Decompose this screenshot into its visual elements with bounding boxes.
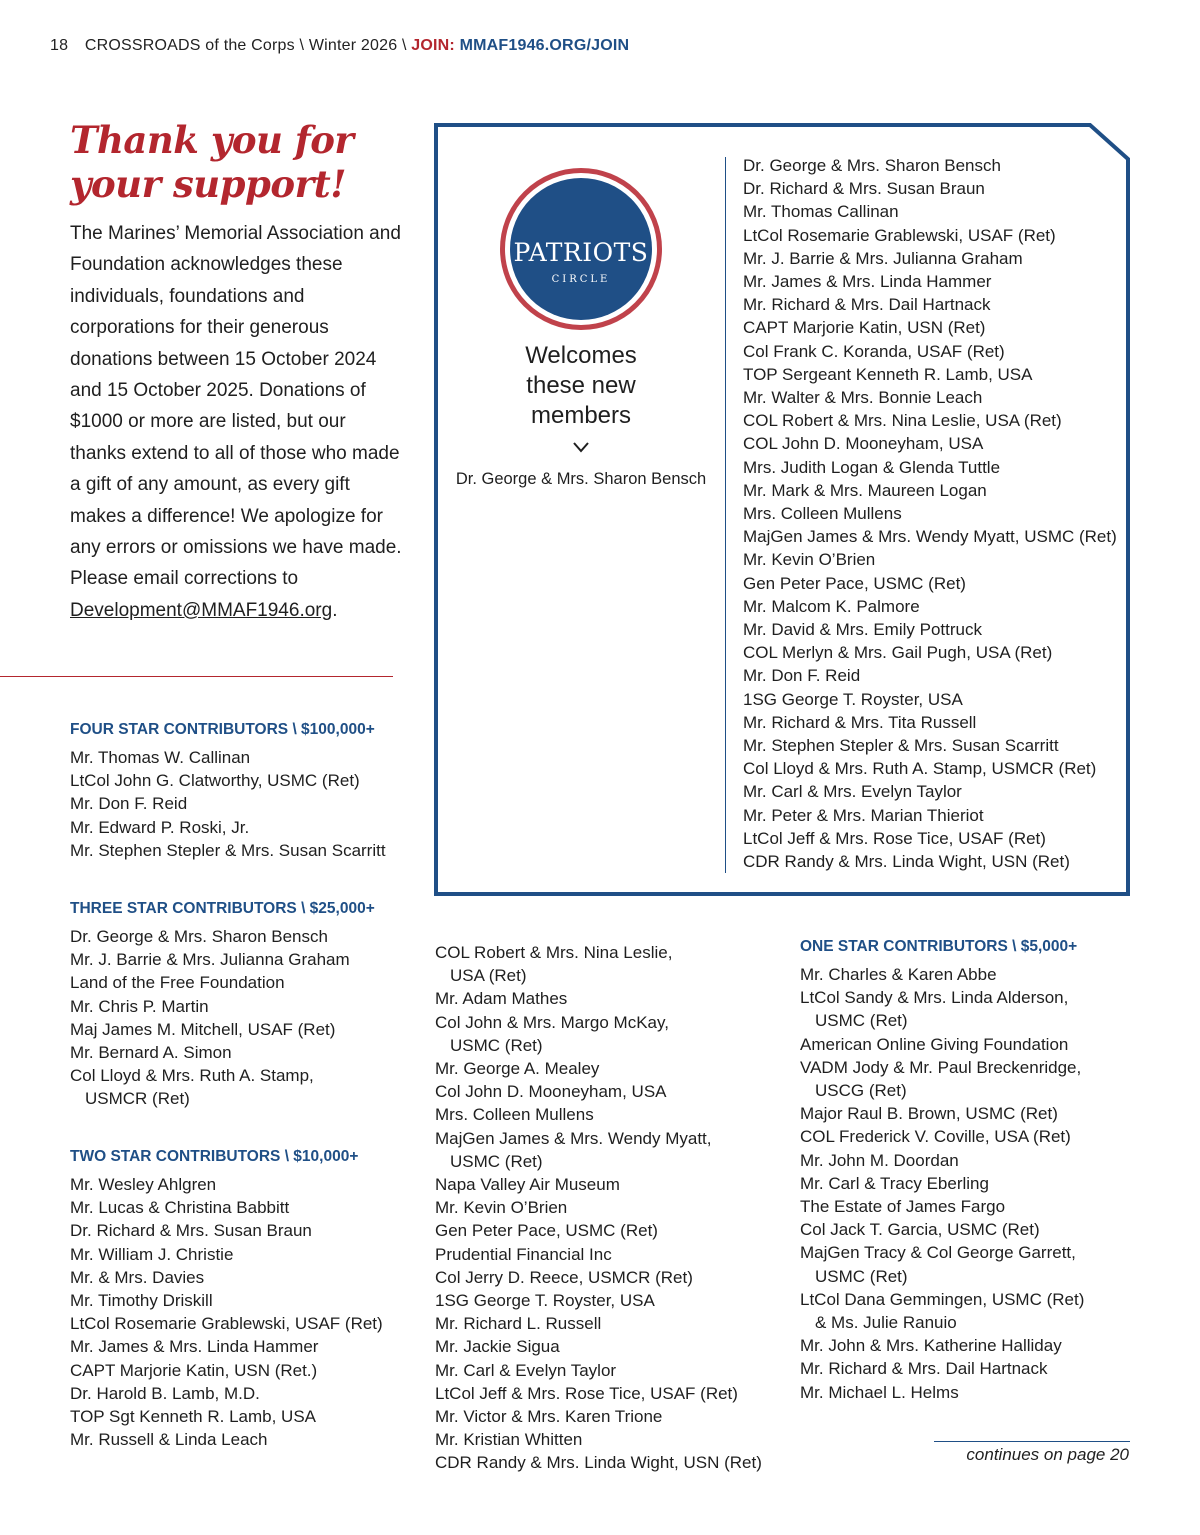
- logo-inner-disc: [510, 178, 652, 320]
- list-item: Mr. Michael L. Helms: [800, 1382, 959, 1402]
- list-item: Mr. Timothy Driskill: [70, 1291, 213, 1311]
- list-item: Mr. John & Mrs. Katherine Halliday: [800, 1336, 1062, 1356]
- issue-name: Winter 2026: [308, 37, 398, 54]
- welcome-line-3: members: [530, 402, 632, 429]
- list-item: Mr. Richard & Mrs. Dail Hartnack: [743, 295, 991, 315]
- list-item: Mr. Wesley Ahlgren: [70, 1175, 217, 1194]
- list-item: & Ms. Julie Ranuio: [815, 1313, 957, 1333]
- list-item: Mr. James & Mrs. Linda Hammer: [70, 1337, 319, 1357]
- list-item: USA (Ret): [450, 966, 527, 986]
- list-item: USMCR (Ret): [85, 1089, 190, 1109]
- four-star-heading: FOUR STAR CONTRIBUTORS \ $100,000+: [70, 721, 375, 738]
- list-item: Mrs. Colleen Mullens: [743, 504, 902, 524]
- list-item: TOP Sergeant Kenneth R. Lamb, USA: [743, 364, 1033, 384]
- four-star-section: [70, 720, 386, 862]
- one-star-list: [800, 963, 1084, 1404]
- list-item: Col Jack T. Garcia, USMC (Ret): [800, 1220, 1040, 1240]
- list-item: MajGen James & Mrs. Wendy Myatt, USMC (Ret): [743, 527, 1117, 547]
- two-star-continued-section: [435, 941, 762, 1475]
- list-item: Mr. & Mrs. Davies: [70, 1267, 205, 1287]
- logo-subword: CIRCLE: [551, 274, 611, 285]
- list-item: Col Lloyd & Mrs. Ruth A. Stamp, USMCR (Ret): [743, 759, 1097, 779]
- two-star-list: [70, 1173, 383, 1451]
- list-item: LtCol Jeff & Mrs. Rose Tice, USAF (Ret): [743, 828, 1046, 848]
- list-item: Land of the Free Foundation: [70, 973, 285, 993]
- list-item: LtCol Jeff & Mrs. Rose Tice, USAF (Ret): [435, 1383, 738, 1403]
- list-item: Gen Peter Pace, USMC (Ret): [435, 1221, 658, 1241]
- list-item: COL John D. Mooneyham, USA: [743, 434, 984, 454]
- list-item: COL Robert & Mrs. Nina Leslie,: [435, 943, 673, 962]
- list-item: Major Raul B. Brown, USMC (Ret): [800, 1104, 1058, 1124]
- page-header: [50, 37, 629, 55]
- list-item: USMC (Ret): [815, 1266, 908, 1286]
- list-item: Mr. Thomas Callinan: [743, 202, 899, 222]
- list-item: USMC (Ret): [450, 1151, 543, 1171]
- list-item: COL Merlyn & Mrs. Gail Pugh, USA (Ret): [743, 643, 1053, 663]
- three-star-heading: THREE STAR CONTRIBUTORS \ $25,000+: [70, 900, 375, 917]
- list-item: Mr. Thomas W. Callinan: [70, 748, 251, 767]
- list-item: Mr. Carl & Evelyn Taylor: [435, 1360, 617, 1380]
- title-line-2: your support!: [70, 162, 346, 206]
- list-item: Mr. William J. Christie: [70, 1244, 234, 1264]
- intro-paragraph: [70, 218, 405, 626]
- list-item: CAPT Marjorie Katin, USN (Ret): [743, 318, 986, 338]
- list-item: Mrs. Judith Logan & Glenda Tuttle: [743, 457, 1001, 477]
- list-item: Mr. Edward P. Roski, Jr.: [70, 817, 250, 837]
- list-item: Mrs. Colleen Mullens: [435, 1105, 594, 1125]
- list-item: Mr. Peter & Mrs. Marian Thieriot: [743, 805, 984, 825]
- vertical-divider: [725, 157, 726, 873]
- list-item: Mr. Chris P. Martin: [70, 996, 209, 1016]
- welcome-line-2: these new: [526, 372, 636, 399]
- list-item: MajGen James & Mrs. Wendy Myatt,: [435, 1128, 712, 1148]
- list-item: LtCol Rosemarie Grablewski, USAF (Ret): [70, 1314, 383, 1334]
- list-item: Mr. Carl & Mrs. Evelyn Taylor: [743, 782, 962, 802]
- list-item: Col Lloyd & Mrs. Ruth A. Stamp,: [70, 1066, 314, 1086]
- one-star-heading: ONE STAR CONTRIBUTORS \ $5,000+: [800, 938, 1078, 955]
- list-item: American Online Giving Foundation: [800, 1034, 1069, 1054]
- list-item: LtCol Dana Gemmingen, USMC (Ret): [800, 1289, 1085, 1309]
- logo-word: PATRIOTS: [513, 238, 649, 267]
- corrections-email-link[interactable]: Development@MMAF1946.org: [70, 599, 333, 621]
- list-item: The Estate of James Fargo: [800, 1197, 1006, 1217]
- list-item: COL Robert & Mrs. Nina Leslie, USA (Ret): [743, 411, 1062, 431]
- list-item: Mr. David & Mrs. Emily Pottruck: [743, 620, 982, 640]
- list-item: Dr. Richard & Mrs. Susan Braun: [743, 179, 985, 199]
- list-item: COL Frederick V. Coville, USA (Ret): [800, 1127, 1071, 1147]
- join-label: JOIN:: [411, 37, 455, 54]
- list-item: Mr. Malcom K. Palmore: [743, 596, 920, 616]
- list-item: Mr. Adam Mathes: [435, 989, 568, 1009]
- continues-rule: [934, 1441, 1130, 1442]
- two-star-section: [70, 1147, 383, 1451]
- list-item: Mr. Jackie Sigua: [435, 1337, 560, 1357]
- list-item: Col John & Mrs. Margo McKay,: [435, 1012, 669, 1032]
- list-item: TOP Sgt Kenneth R. Lamb, USA: [70, 1407, 317, 1427]
- list-item: LtCol John G. Clatworthy, USMC (Ret): [70, 771, 360, 791]
- list-item: Napa Valley Air Museum: [435, 1175, 620, 1195]
- two-star-heading: TWO STAR CONTRIBUTORS \ $10,000+: [70, 1148, 359, 1165]
- four-star-list: [70, 746, 386, 862]
- patriots-circle-logo: [500, 168, 662, 330]
- header-separator: \: [299, 37, 305, 54]
- header-separator-2: \: [401, 37, 407, 54]
- list-item: Mr. Stephen Stepler & Mrs. Susan Scarritt: [743, 736, 1059, 756]
- list-item: Mr. Kevin O’Brien: [743, 550, 876, 570]
- list-item: 1SG George T. Royster, USA: [435, 1291, 655, 1311]
- list-item: Mr. Kevin O’Brien: [435, 1198, 568, 1218]
- list-item: Mr. Don F. Reid: [743, 666, 861, 686]
- list-item: Mr. Kristian Whitten: [435, 1430, 583, 1450]
- page-number: 18: [50, 37, 69, 54]
- list-item: Mr. Mark & Mrs. Maureen Logan: [743, 480, 987, 500]
- list-item: CDR Randy & Mrs. Linda Wight, USN (Ret): [743, 852, 1070, 872]
- section-divider-rule: [0, 676, 393, 677]
- list-item: Col Frank C. Koranda, USAF (Ret): [743, 341, 1005, 361]
- list-item: Mr. Richard & Mrs. Tita Russell: [743, 712, 977, 732]
- list-item: Maj James M. Mitchell, USAF (Ret): [70, 1019, 336, 1039]
- list-item: Dr. Richard & Mrs. Susan Braun: [70, 1221, 312, 1241]
- list-item: Gen Peter Pace, USMC (Ret): [743, 573, 966, 593]
- list-item: Mr. Richard L. Russell: [435, 1314, 602, 1334]
- list-item: Col John D. Mooneyham, USA: [435, 1082, 667, 1102]
- two-star-continued-list: [435, 941, 762, 1475]
- list-item: Mr. Charles & Karen Abbe: [800, 965, 997, 984]
- list-item: USMC (Ret): [450, 1035, 543, 1055]
- continues-note: continues on page 20: [966, 1445, 1129, 1464]
- list-item: Mr. John M. Doordan: [800, 1150, 959, 1170]
- list-item: LtCol Sandy & Mrs. Linda Alderson,: [800, 988, 1069, 1008]
- list-item: Mr. Richard & Mrs. Dail Hartnack: [800, 1359, 1048, 1379]
- list-item: Mr. Carl & Tracy Eberling: [800, 1173, 989, 1193]
- list-item: Mr. George A. Mealey: [435, 1059, 600, 1079]
- list-item: Mr. Stephen Stepler & Mrs. Susan Scarritt: [70, 840, 386, 860]
- list-item: VADM Jody & Mr. Paul Breckenridge,: [800, 1057, 1082, 1077]
- publication-name: CROSSROADS of the Corps: [84, 37, 295, 54]
- list-item: Mr. Don F. Reid: [70, 794, 188, 814]
- title-line-1: Thank you for: [70, 118, 354, 162]
- list-item: CAPT Marjorie Katin, USN (Ret.): [70, 1360, 318, 1380]
- three-star-section: [70, 899, 375, 1111]
- list-item: Mr. J. Barrie & Mrs. Julianna Graham: [743, 248, 1023, 268]
- featured-member: Dr. George & Mrs. Sharon Bensch: [455, 470, 707, 488]
- welcome-heading: [480, 341, 682, 431]
- list-item: LtCol Rosemarie Grablewski, USAF (Ret): [743, 225, 1056, 245]
- list-item: Mr. Victor & Mrs. Karen Trione: [435, 1407, 663, 1427]
- list-item: 1SG George T. Royster, USA: [743, 689, 963, 709]
- list-item: Mr. J. Barrie & Mrs. Julianna Graham: [70, 950, 350, 970]
- list-item: Col Jerry D. Reece, USMCR (Ret): [435, 1267, 693, 1287]
- new-members-list: [743, 154, 1117, 873]
- intro-end-punctuation: .: [332, 599, 338, 621]
- thank-you-title: [70, 118, 400, 206]
- list-item: Mr. Russell & Linda Leach: [70, 1430, 268, 1450]
- list-item: Dr. George & Mrs. Sharon Bensch: [70, 927, 328, 946]
- list-item: Mr. James & Mrs. Linda Hammer: [743, 272, 992, 292]
- list-item: Mr. Walter & Mrs. Bonnie Leach: [743, 388, 983, 408]
- list-item: CDR Randy & Mrs. Linda Wight, USN (Ret): [435, 1453, 762, 1473]
- intro-body: The Marines’ Memorial Association and Foundation acknowledges these individuals, foundations and corporations for their generous donations between 15 October 2024 and 15 October 2025. Donations of $1000 or more are listed, but our thanks extend to all of those who made a gift of any amount, as every gift makes a difference! We apologize for any errors or omissions we have made. Please email corrections to: [70, 223, 402, 590]
- welcome-line-1: Welcomes: [525, 342, 637, 369]
- list-item: Prudential Financial Inc: [435, 1244, 612, 1264]
- list-item: Mr. Bernard A. Simon: [70, 1043, 232, 1063]
- three-star-list: [70, 925, 375, 1111]
- list-item: MajGen Tracy & Col George Garrett,: [800, 1243, 1076, 1263]
- list-item: Dr. George & Mrs. Sharon Bensch: [743, 156, 1001, 175]
- chevron-down-icon: [572, 440, 590, 454]
- join-link[interactable]: MMAF1946.ORG/JOIN: [459, 37, 630, 54]
- list-item: Mr. Lucas & Christina Babbitt: [70, 1198, 290, 1218]
- list-item: Dr. Harold B. Lamb, M.D.: [70, 1383, 260, 1403]
- list-item: USCG (Ret): [815, 1081, 907, 1101]
- one-star-section: [800, 937, 1084, 1404]
- list-item: USMC (Ret): [815, 1011, 908, 1031]
